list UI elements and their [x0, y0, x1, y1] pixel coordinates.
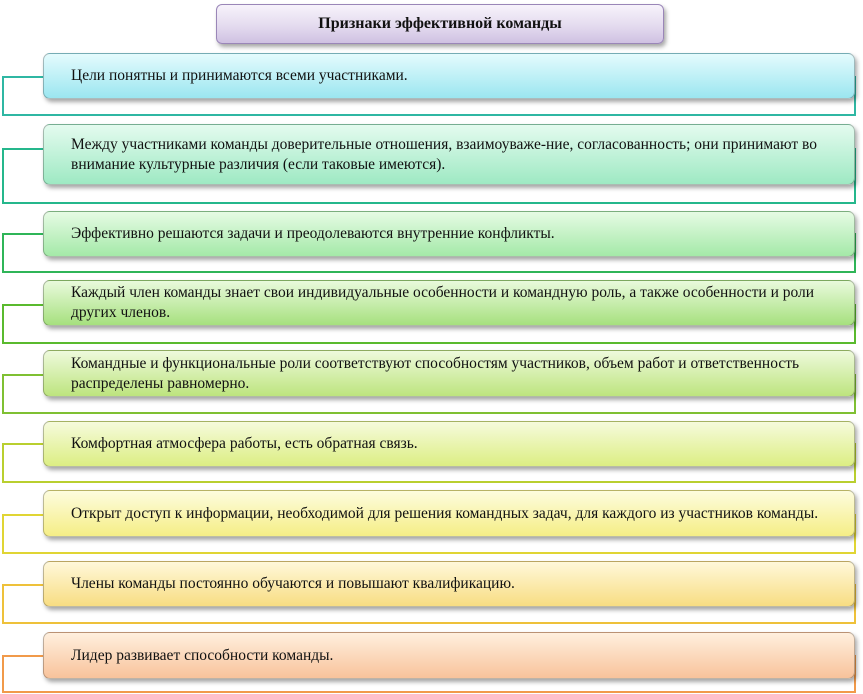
- item-text: Командные и функциональные роли соответствуют способностям участников, объем работ и ответственность распределены равномерно.: [71, 354, 800, 392]
- item-box: [43, 211, 855, 257]
- item-box: [43, 280, 855, 326]
- item-text: Цели понятны и принимаются всеми участниками.: [71, 67, 408, 84]
- item-text: Открыт доступ к информации, необходимой для решения командных задач, для каждого из участников команды.: [71, 504, 819, 522]
- diagram-title: Признаки эффективной команды: [216, 4, 664, 44]
- item-box: [43, 350, 855, 397]
- item-box: [43, 490, 855, 537]
- item-text: Лидер развивает способности команды.: [71, 646, 334, 664]
- item-box: [43, 124, 855, 185]
- item-box: [43, 53, 855, 99]
- item-text: Члены команды постоянно обучаются и повышают квалификацию.: [71, 575, 515, 592]
- item-text: Между участниками команды доверительные отношения, взаимоуваже-ние, согласованность; они принимают во внимание культурные различия (если таковые имеются).: [71, 135, 817, 173]
- item-box: [43, 632, 855, 679]
- item-text: Комфортная атмосфера работы, есть обратная связь.: [71, 435, 418, 452]
- item-box: [43, 561, 855, 607]
- item-text: Каждый член команды знает свои индивидуальные особенности и командную роль, а также особенности и роли других членов.: [71, 284, 815, 321]
- item-box: [43, 421, 855, 467]
- item-text: Эффективно решаются задачи и преодолеваются внутренние конфликты.: [71, 225, 555, 242]
